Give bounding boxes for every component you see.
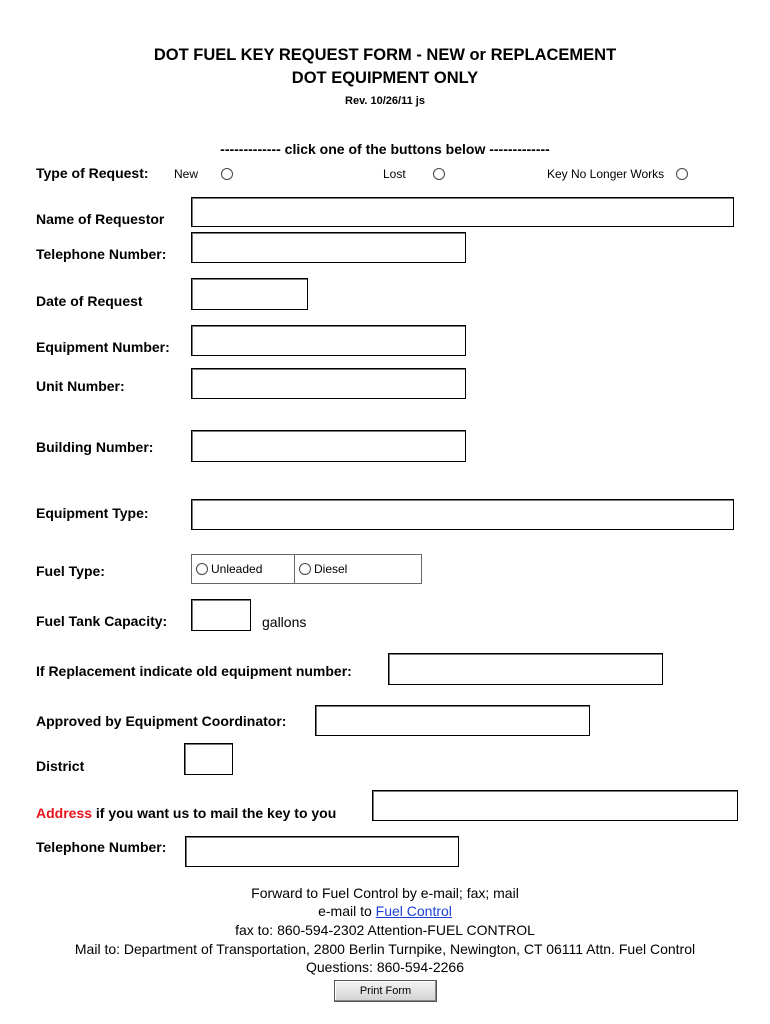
- fax-line: fax to: 860-594-2302 Attention-FUEL CONTROL: [235, 922, 535, 938]
- request-type-label: Type of Request:: [36, 165, 149, 181]
- form-title-line1: DOT FUEL KEY REQUEST FORM - NEW or REPLACEMENT: [153, 46, 617, 64]
- request-type-key-no-longer-works-label: Key No Longer Works: [547, 167, 665, 181]
- address-input[interactable]: [372, 790, 738, 821]
- equipment-number-input[interactable]: [191, 325, 466, 356]
- approved-by-label: Approved by Equipment Coordinator:: [36, 713, 287, 729]
- date-of-request-label: Date of Request: [36, 293, 143, 309]
- fuel-type-diesel-radio[interactable]: [299, 563, 311, 575]
- gallons-unit-label: gallons: [262, 614, 307, 630]
- district-input[interactable]: [184, 743, 233, 775]
- telephone-number-2-input[interactable]: [185, 836, 459, 867]
- unit-number-label: Unit Number:: [36, 378, 125, 394]
- address-highlight-word: Address: [36, 805, 93, 821]
- revision-label: Rev. 10/26/11 js: [345, 95, 425, 107]
- unit-number-input[interactable]: [191, 368, 466, 399]
- fuel-tank-capacity-label: Fuel Tank Capacity:: [36, 613, 168, 629]
- request-type-new-label: New: [174, 167, 199, 181]
- fuel-type-unleaded-label: Unleaded: [211, 562, 263, 576]
- fuel-type-unleaded-option[interactable]: [192, 555, 294, 583]
- telephone-number-input[interactable]: [191, 232, 466, 263]
- name-of-requestor-label: Name of Requestor: [36, 211, 165, 227]
- forward-instructions: Forward to Fuel Control by e-mail; fax; mail: [251, 885, 519, 901]
- instruction-text: ------------- click one of the buttons below -------------: [220, 141, 550, 157]
- email-line: [0, 903, 770, 919]
- request-type-new-radio[interactable]: [221, 168, 233, 180]
- request-type-key-no-longer-works-radio[interactable]: [676, 168, 688, 180]
- email-prefix: e-mail to: [318, 903, 376, 919]
- old-equipment-number-label: If Replacement indicate old equipment number:: [36, 663, 352, 679]
- equipment-number-label: Equipment Number:: [36, 339, 170, 355]
- name-of-requestor-input[interactable]: [191, 197, 734, 227]
- fuel-type-label: Fuel Type:: [36, 563, 105, 579]
- fuel-type-diesel-label: Diesel: [314, 562, 348, 576]
- address-label: [36, 805, 336, 821]
- approved-by-input[interactable]: [315, 705, 590, 736]
- fuel-type-unleaded-radio[interactable]: [196, 563, 208, 575]
- fuel-type-diesel-option[interactable]: [294, 555, 421, 583]
- equipment-type-label: Equipment Type:: [36, 505, 149, 521]
- date-of-request-input[interactable]: [191, 278, 308, 310]
- print-form-button[interactable]: Print Form: [334, 980, 437, 1002]
- mail-line: Mail to: Department of Transportation, 2800 Berlin Turnpike, Newington, CT 06111 Attn. Fuel Control: [74, 941, 696, 957]
- telephone-number-2-label: Telephone Number:: [36, 839, 167, 855]
- form-title-line2: DOT EQUIPMENT ONLY: [291, 69, 479, 87]
- fuel-tank-capacity-input[interactable]: [191, 599, 251, 631]
- equipment-type-input[interactable]: [191, 499, 734, 530]
- building-number-input[interactable]: [191, 430, 466, 462]
- request-type-lost-label: Lost: [383, 167, 406, 181]
- address-label-rest: if you want us to mail the key to you: [92, 805, 337, 821]
- questions-line: Questions: 860-594-2266: [306, 959, 464, 975]
- fuel-type-group: [191, 554, 422, 584]
- fuel-control-email-link[interactable]: Fuel Control: [375, 903, 452, 919]
- request-type-lost-radio[interactable]: [433, 168, 445, 180]
- telephone-number-label: Telephone Number:: [36, 246, 167, 262]
- building-number-label: Building Number:: [36, 439, 154, 455]
- old-equipment-number-input[interactable]: [388, 653, 663, 685]
- district-label: District: [36, 758, 85, 774]
